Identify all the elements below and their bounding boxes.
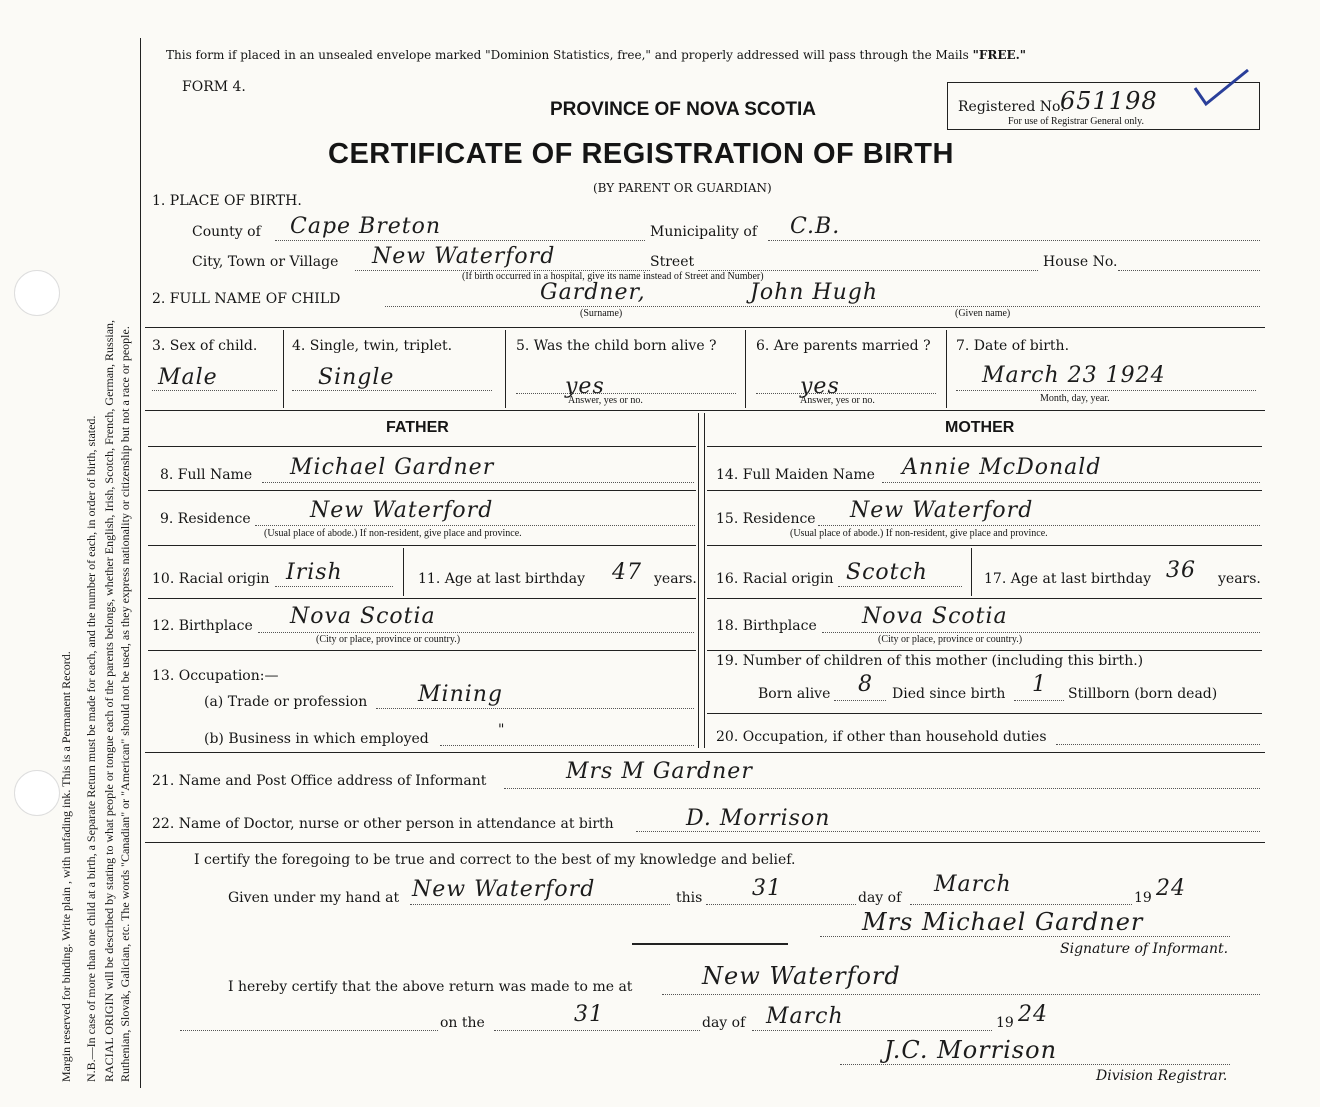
registrar-statement: I hereby certify that the above return was made to me at xyxy=(228,979,633,995)
father-birthplace-label: 12. Birthplace xyxy=(152,618,253,634)
registered-number: 651198 xyxy=(1060,87,1158,115)
row-divider xyxy=(707,650,1262,651)
city-label: City, Town or Village xyxy=(192,254,339,270)
born-alive-note: Answer, yes or no. xyxy=(568,395,643,406)
plurality-value: Single xyxy=(318,365,395,390)
mother-age-label: 17. Age at last birthday xyxy=(984,571,1152,587)
registrar-day-of: day of xyxy=(702,1015,746,1031)
check-mark-icon xyxy=(1192,66,1252,108)
row-divider xyxy=(148,598,696,599)
father-name-label: 8. Full Name xyxy=(160,467,253,483)
col-divider xyxy=(971,548,972,596)
mother-age-value: 36 xyxy=(1166,558,1196,583)
father-name-line xyxy=(262,482,694,483)
father-birthplace-line xyxy=(258,632,694,633)
form-number: FORM 4. xyxy=(182,79,246,95)
county-line xyxy=(275,240,645,241)
day-value: 31 xyxy=(752,876,782,901)
col-divider xyxy=(283,330,284,408)
died-count-label: Died since birth xyxy=(892,686,1006,702)
left-border xyxy=(140,38,141,1088)
binder-hole xyxy=(14,770,60,816)
registrar-place-line xyxy=(662,994,1260,995)
doctor-value: D. Morrison xyxy=(686,806,831,831)
sex-line xyxy=(152,390,277,391)
row-divider xyxy=(707,490,1262,491)
municipality-value: C.B. xyxy=(790,214,841,239)
born-alive-count-line xyxy=(834,700,886,701)
father-racial-value: Irish xyxy=(286,560,343,585)
registrar-day-line xyxy=(494,1030,700,1031)
mother-abode-note: (Usual place of abode.) If non-resident, give place and province. xyxy=(790,528,1048,539)
row-divider xyxy=(145,842,1265,843)
on-the-label: on the xyxy=(440,1015,485,1031)
city-value: New Waterford xyxy=(372,244,556,269)
child-name-label: 2. FULL NAME OF CHILD xyxy=(152,291,341,307)
registrar-year: 24 xyxy=(1018,1002,1048,1027)
born-alive-value: yes xyxy=(565,374,605,399)
divider-rule xyxy=(632,943,788,945)
father-abode-note: (Usual place of abode.) If non-resident, give place and province. xyxy=(264,528,522,539)
sex-value: Male xyxy=(158,365,218,390)
parents-divider xyxy=(698,413,699,748)
informant-signature: Mrs Michael Gardner xyxy=(862,908,1144,936)
informant-value: Mrs M Gardner xyxy=(566,759,753,784)
mother-children-label: 19. Number of children of this mother (including this birth.) xyxy=(716,653,1144,669)
born-alive-count-value: 8 xyxy=(858,672,873,697)
mother-birthplace-line xyxy=(822,632,1260,633)
binder-hole xyxy=(14,270,60,316)
row-divider xyxy=(148,650,696,651)
row-divider xyxy=(707,446,1262,447)
dob-note: Month, day, year. xyxy=(1040,393,1110,404)
mother-residence-label: 15. Residence xyxy=(716,511,816,527)
margin-note: RACIAL ORIGIN will be described by stating to what people or tongue each of the parents belongs, whether English, Irish, Scotch, French, German, Russian, xyxy=(102,319,116,1082)
place-section-label: 1. PLACE OF BIRTH. xyxy=(152,193,302,209)
father-trade-label: (a) Trade or profession xyxy=(204,694,368,710)
mail-notice: This form if placed in an unsealed envelope marked "Dominion Statistics, free," and properly addressed will pass through the Mails "FREE." xyxy=(166,48,1027,62)
registrar-day: 31 xyxy=(574,1002,604,1027)
col-divider xyxy=(403,548,404,596)
father-birthplace-note: (City or place, province or country.) xyxy=(316,634,461,645)
father-trade-line xyxy=(376,708,694,709)
registrar-place: New Waterford xyxy=(702,962,901,990)
municipality-label: Municipality of xyxy=(650,224,758,240)
col-divider xyxy=(505,330,506,408)
mother-birthplace-value: Nova Scotia xyxy=(862,604,1008,629)
father-business-value: " xyxy=(498,722,505,738)
given-place-value: New Waterford xyxy=(412,877,596,902)
mother-name-value: Annie McDonald xyxy=(902,455,1102,480)
married-line xyxy=(756,393,936,394)
house-line xyxy=(1118,270,1260,271)
informant-label: 21. Name and Post Office address of Informant xyxy=(152,773,487,789)
father-age-years: years. xyxy=(654,571,697,587)
registrar-month: March xyxy=(766,1004,844,1029)
mother-racial-label: 16. Racial origin xyxy=(716,571,834,587)
father-age-label: 11. Age at last birthday xyxy=(418,571,586,587)
county-label: County of xyxy=(192,224,261,240)
signature-caption: Signature of Informant. xyxy=(1060,941,1229,957)
registrar-signature-line xyxy=(840,1064,1230,1065)
mother-birthplace-note: (City or place, province or country.) xyxy=(878,634,1023,645)
died-count-line xyxy=(1014,700,1064,701)
row-divider xyxy=(707,713,1262,714)
dob-line xyxy=(956,390,1256,391)
margin-note: Ruthenian, Slovak, Galician, etc. The words "Canadian" or "American" should not be used, as they express nationality or citizenship but not a race or people. xyxy=(118,326,132,1082)
row-divider xyxy=(148,446,696,447)
col-divider xyxy=(745,330,746,408)
father-residence-value: New Waterford xyxy=(310,498,494,523)
registrar-month-line xyxy=(752,1030,992,1031)
row-divider xyxy=(145,410,1265,411)
father-racial-line xyxy=(275,586,393,587)
father-business-line xyxy=(440,745,694,746)
day-line xyxy=(706,904,856,905)
dob-label: 7. Date of birth. xyxy=(956,338,1070,354)
registrar-note: For use of Registrar General only. xyxy=(1008,116,1144,127)
informant-line xyxy=(504,788,1260,789)
mother-residence-value: New Waterford xyxy=(850,498,1034,523)
col-divider xyxy=(946,330,947,408)
mother-name-label: 14. Full Maiden Name xyxy=(716,467,875,483)
doctor-label: 22. Name of Doctor, nurse or other person in attendance at birth xyxy=(152,816,614,832)
given-place-line xyxy=(410,904,670,905)
mother-heading: MOTHER xyxy=(945,419,1015,436)
child-surname: Gardner, xyxy=(540,280,646,305)
row-divider xyxy=(707,598,1262,599)
mother-birthplace-label: 18. Birthplace xyxy=(716,618,817,634)
hospital-note: (If birth occurred in a hospital, give its name instead of Street and Number) xyxy=(462,271,764,282)
certificate-subtitle: (BY PARENT OR GUARDIAN) xyxy=(593,181,772,195)
mother-age-years: years. xyxy=(1218,571,1261,587)
row-divider xyxy=(148,545,696,546)
margin-note: N.B.—In case of more than one child at a birth, a Separate Return must be made for each, and the number of each, in order of birth, stated. xyxy=(84,415,98,1082)
father-residence-line xyxy=(255,525,695,526)
given-name-caption: (Given name) xyxy=(955,308,1011,319)
married-note: Answer, yes or no. xyxy=(800,395,875,406)
month-line xyxy=(910,904,1132,905)
died-count-value: 1 xyxy=(1032,672,1047,697)
mother-racial-value: Scotch xyxy=(846,560,928,585)
born-alive-line xyxy=(516,393,736,394)
father-racial-label: 10. Racial origin xyxy=(152,571,270,587)
day-of-label: day of xyxy=(858,890,902,906)
parents-divider xyxy=(704,413,705,748)
municipality-line xyxy=(768,240,1260,241)
father-heading: FATHER xyxy=(386,419,449,436)
this-label: this xyxy=(676,890,703,906)
province-heading: PROVINCE OF NOVA SCOTIA xyxy=(550,99,817,120)
registrar-caption: Division Registrar. xyxy=(1096,1068,1228,1084)
row-divider xyxy=(707,545,1262,546)
father-business-label: (b) Business in which employed xyxy=(204,731,429,747)
street-label: Street xyxy=(650,254,695,270)
sex-label: 3. Sex of child. xyxy=(152,338,258,354)
margin-note: Margin reserved for binding. Write plain , with unfading ink. This is a Permanent Record. xyxy=(59,651,73,1082)
father-name-value: Michael Gardner xyxy=(290,455,495,480)
given-under-label: Given under my hand at xyxy=(228,890,400,906)
child-given-name: John Hugh xyxy=(750,280,879,305)
married-value: yes xyxy=(800,374,840,399)
plurality-line xyxy=(292,390,492,391)
county-value: Cape Breton xyxy=(290,214,442,239)
registered-label: Registered No. xyxy=(958,99,1065,115)
stillborn-label: Stillborn (born dead) xyxy=(1068,686,1218,702)
certify-statement: I certify the foregoing to be true and correct to the best of my knowledge and belief. xyxy=(194,852,796,868)
mother-occupation-line xyxy=(1056,744,1260,745)
mother-residence-line xyxy=(818,525,1260,526)
signature-line xyxy=(820,936,1230,937)
year-value: 24 xyxy=(1156,876,1186,901)
on-the-line-left xyxy=(180,1030,438,1031)
child-name-line xyxy=(385,306,1260,307)
registrar-signature: J.C. Morrison xyxy=(884,1036,1058,1064)
born-alive-label: 5. Was the child born alive ? xyxy=(516,338,717,354)
row-divider xyxy=(145,327,1265,328)
mother-occupation-label: 20. Occupation, if other than household duties xyxy=(716,729,1047,745)
house-label: House No. xyxy=(1043,254,1118,270)
doctor-line xyxy=(636,831,1260,832)
year-prefix: 19 xyxy=(1134,890,1152,906)
father-residence-label: 9. Residence xyxy=(160,511,251,527)
dob-value: March 23 1924 xyxy=(982,363,1166,388)
month-value: March xyxy=(934,872,1012,897)
father-age-value: 47 xyxy=(612,560,642,585)
mother-name-line xyxy=(882,482,1260,483)
registrar-year-prefix: 19 xyxy=(996,1015,1014,1031)
row-divider xyxy=(145,752,1265,753)
plurality-label: 4. Single, twin, triplet. xyxy=(292,338,453,354)
surname-caption: (Surname) xyxy=(580,308,623,319)
father-trade-value: Mining xyxy=(418,682,504,707)
certificate-title: CERTIFICATE OF REGISTRATION OF BIRTH xyxy=(328,138,954,170)
father-birthplace-value: Nova Scotia xyxy=(290,604,436,629)
born-alive-count-label: Born alive xyxy=(758,686,831,702)
father-occupation-label: 13. Occupation:— xyxy=(152,668,279,684)
row-divider xyxy=(148,490,696,491)
married-label: 6. Are parents married ? xyxy=(756,338,931,354)
mother-racial-line xyxy=(838,586,962,587)
